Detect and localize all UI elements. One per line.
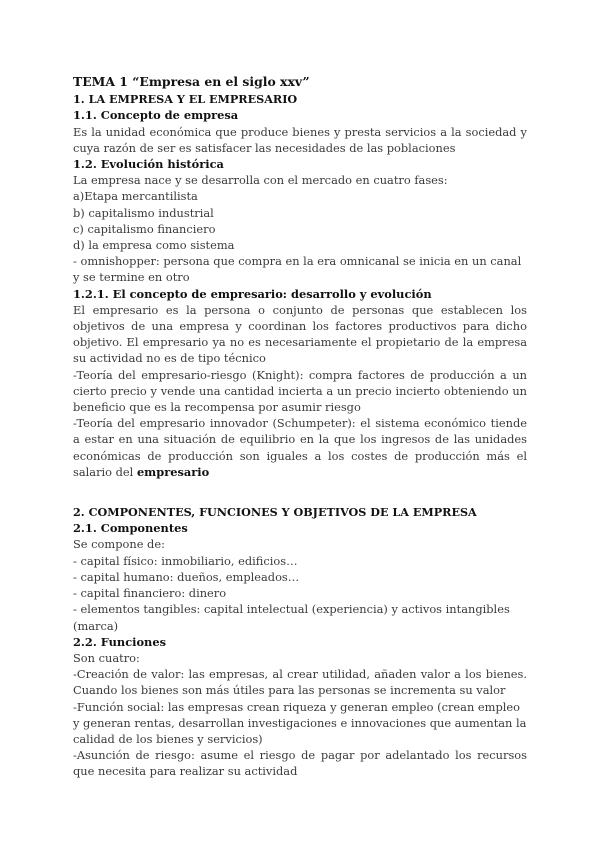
section-spacer xyxy=(73,480,527,504)
knight-theory-paragraph: -Teoría del empresario-riesgo (Knight): compra factores de producción a un cierto precio y vende una cantidad incierta a un precio incierto obteniendo un beneficio que es la recompensa por asumir riesgo xyxy=(73,367,527,415)
concepto-empresa-paragraph: Es la unidad económica que produce bienes y presta servicios a la sociedad y cuya razón de ser es satisfacer las necesidades de las poblaciones xyxy=(73,124,527,155)
section-1-heading: 1. LA EMPRESA Y EL EMPRESARIO xyxy=(73,92,298,107)
phase-item: d) la empresa como sistema xyxy=(73,238,235,253)
component-item: - capital físico: inmobiliario, edificios… xyxy=(73,553,298,568)
schumpeter-text: -Teoría del empresario innovador (Schumpeter): el sistema económico tiende a estar en una situación de equilibrio en la que los ingresos de las unidades económicas de producción son iguales a los costes de producción más el salario del xyxy=(73,416,527,479)
omnishopper-paragraph: - omnishopper: persona que compra en la era omnicanal se inicia en un canal y se termine en otro xyxy=(73,254,522,285)
section-2-heading: 2. COMPONENTES, FUNCIONES Y OBJETIVOS DE LA EMPRESA xyxy=(73,505,477,520)
section-1-2-heading: 1.2. Evolución histórica xyxy=(73,157,224,172)
section-1-2-1-heading: 1.2.1. El concepto de empresario: desarrollo y evolución xyxy=(73,286,432,301)
section-2-1-heading: 2.1. Componentes xyxy=(73,521,188,536)
empresario-paragraph: El empresario es la persona o conjunto de personas que establecen los objetivos de una empresa y coordinan los factores productivos para dicho objetivo. El empresario ya no es necesariamente el propietario de la empresa su actividad no es de tipo técnico xyxy=(73,302,527,366)
componentes-intro: Se compone de: xyxy=(73,537,165,552)
phase-item: c) capitalismo financiero xyxy=(73,221,216,236)
funcion-social-paragraph: -Función social: las empresas crean riqueza y generan empleo (crean empleo y generan rentas, desarrollan investigaciones e innovaciones que aumentan la calidad de los bienes y servicios) xyxy=(73,699,527,746)
component-item: - elementos tangibles: capital intelectual (experiencia) y activos intangibles (marca) xyxy=(73,602,510,633)
funciones-intro: Son cuatro: xyxy=(73,650,140,665)
schumpeter-keyword: empresario xyxy=(136,464,210,479)
document-title: TEMA 1 “Empresa en el siglo xxv” xyxy=(73,74,310,89)
phase-item: b) capitalismo industrial xyxy=(73,205,214,220)
document-body xyxy=(73,74,527,780)
evolucion-intro: La empresa nace y se desarrolla con el mercado en cuatro fases: xyxy=(73,173,448,188)
section-1-1-heading: 1.1. Concepto de empresa xyxy=(73,108,239,123)
component-item: - capital humano: dueños, empleados… xyxy=(73,569,300,584)
section-2-2-heading: 2.2. Funciones xyxy=(73,634,166,649)
funcion-riesgo-paragraph: -Asunción de riesgo: asume el riesgo de pagar por adelantado los recursos que necesita para realizar su actividad xyxy=(73,748,527,779)
funcion-valor-paragraph: -Creación de valor: las empresas, al crear utilidad, añaden valor a los bienes. Cuando los bienes son más útiles para las personas se incrementa su valor xyxy=(73,667,527,698)
phase-item: a)Etapa mercantilista xyxy=(73,189,198,204)
schumpeter-theory-paragraph xyxy=(73,415,527,480)
component-item: - capital financiero: dinero xyxy=(73,586,227,601)
